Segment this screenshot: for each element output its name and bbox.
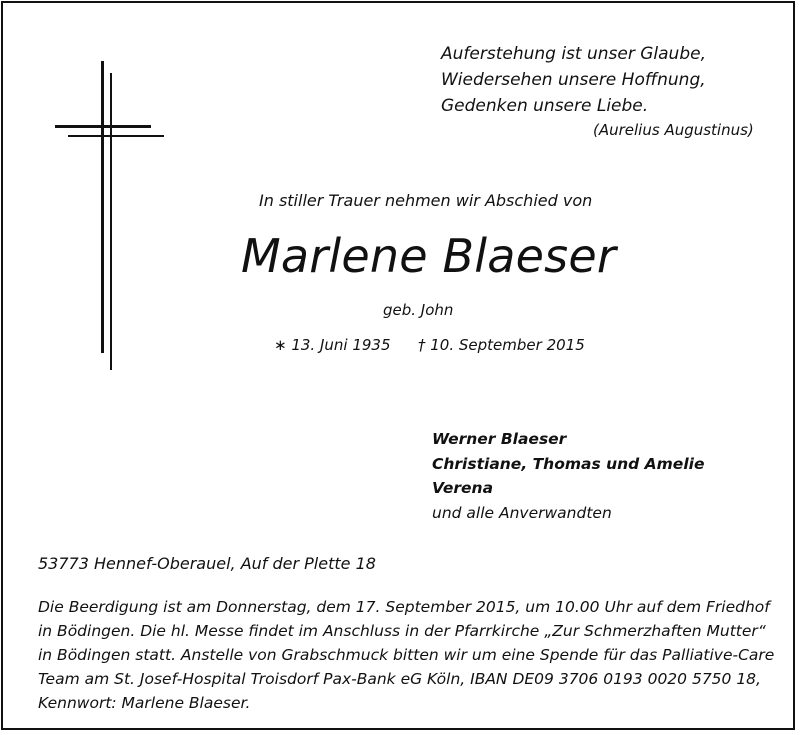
quote-line-2: Wiedersehen unsere Hoffnung, bbox=[441, 70, 706, 90]
obituary-frame bbox=[1, 1, 795, 730]
notice-line-5: Kennwort: Marlene Blaeser. bbox=[38, 694, 251, 712]
relatives-text: und alle Anverwandten bbox=[432, 503, 612, 522]
family-block bbox=[432, 427, 704, 525]
notice-line-4: Team am St. Josef-Hospital Troisdorf Pax-Bank eG Köln, IBAN DE09 3706 0193 0020 5750 18, bbox=[38, 670, 761, 688]
cross-vertical-shadow-beam bbox=[110, 73, 112, 370]
family-member: Werner Blaeser bbox=[432, 430, 567, 448]
funeral-notice bbox=[38, 595, 778, 715]
death-date: † 10. September 2015 bbox=[418, 336, 585, 354]
deceased-name: Marlene Blaeser bbox=[241, 229, 616, 283]
notice-line-1: Die Beerdigung ist am Donnerstag, dem 17. September 2015, um 10.00 Uhr auf dem Friedhof bbox=[38, 598, 770, 616]
notice-line-2: in Bödingen. Die hl. Messe findet im Anschluss in der Pfarrkirche „Zur Schmerzhaften Mutter“ bbox=[38, 622, 766, 640]
quote-source: (Aurelius Augustinus) bbox=[593, 121, 754, 139]
notice-line-3: in Bödingen statt. Anstelle von Grabschmuck bitten wir um eine Spende für das Palliative-Care bbox=[38, 646, 775, 664]
quote-block bbox=[441, 41, 761, 119]
quote-line-3: Gedenken unsere Liebe. bbox=[441, 96, 649, 116]
quote-line-1: Auferstehung ist unser Glaube, bbox=[441, 44, 706, 64]
family-member: Verena bbox=[432, 479, 494, 497]
cross-vertical-beam bbox=[101, 61, 104, 353]
intro-text: In stiller Trauer nehmen wir Abschied von bbox=[259, 191, 593, 210]
cross-horizontal-shadow-beam bbox=[68, 135, 164, 137]
cross-icon bbox=[55, 61, 167, 371]
birth-date: ∗ 13. Juni 1935 bbox=[274, 336, 391, 354]
cross-horizontal-beam bbox=[55, 125, 151, 128]
address: 53773 Hennef-Oberauel, Auf der Plette 18 bbox=[38, 554, 376, 573]
maiden-name: geb. John bbox=[383, 301, 454, 319]
family-member: Christiane, Thomas und Amelie bbox=[432, 454, 705, 473]
